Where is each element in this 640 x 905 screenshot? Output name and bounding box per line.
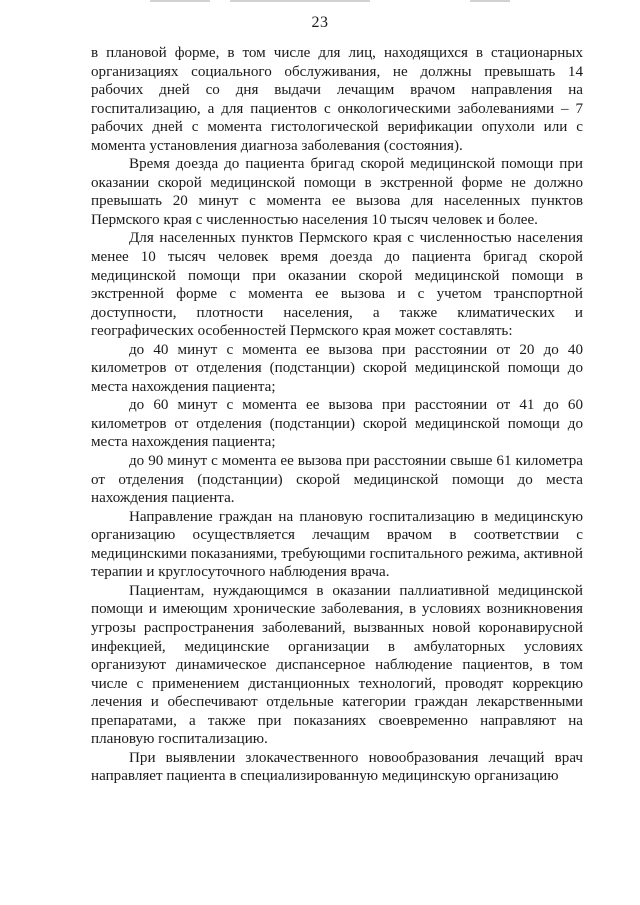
top-edge-mark-right [470,0,510,2]
paragraph-referral: Направление граждан на плановую госпитализацию в медицинскую организацию осуществляется лечащим врачом в соответствии с медицинскими показаниями, требующими госпитального режима, активной терапии и круглосуточного наблюдения врача. [91,508,583,581]
paragraph-small-settlements: Для населенных пунктов Пермского края с численностью населения менее 10 тысяч человек время доезда до пациента бригад скорой медицинской помощи при оказании скорой медицинской помощи в экстренной форме с момента ее вызова и с учетом транспортной доступности, плотности населения, а также климатических и географических особенностей Пермского края может составлять: [91,230,583,340]
paragraph-40-minutes: до 40 минут с момента ее вызова при расстоянии от 20 до 40 километров от отделения (подстанции) скорой медицинской помощи до места нахождения пациента; [91,341,583,395]
paragraph-malignant: При выявлении злокачественного новообразования лечащий врач направляет пациента в специализированную медицинскую организацию [91,749,583,785]
paragraph-palliative: Пациентам, нуждающимся в оказании паллиативной медицинской помощи и имеющим хронические заболевания, в условиях возникновения угрозы распространения заболеваний, вызванных новой коронавирусной инфекцией, медицинские организации в амбулаторных условиях организуют динамическое диспансерное наблюдение пациентов, в том числе с применением дистанционных технологий, проводят коррекцию лечения и обеспечивают отдельные категории граждан лекарственными препаратами, а также при показаниях своевременно направляют на плановую госпитализацию. [91,582,583,748]
top-edge-mark-center [230,0,370,2]
paragraph-60-minutes: до 60 минут с момента ее вызова при расстоянии от 41 до 60 километров от отделения (подстанции) скорой медицинской помощи до места нахождения пациента; [91,397,583,451]
document-body [91,44,583,786]
paragraph-90-minutes: до 90 минут с момента ее вызова при расстоянии свыше 61 километра от отделения (подстанции) скорой медицинской помощи до места нахождения пациента. [91,453,583,507]
page-number: 23 [311,14,329,31]
paragraph-ambulance-time: Время доезда до пациента бригад скорой медицинской помощи при оказании скорой медицинской помощи в экстренной форме не должно превышать 20 минут с момента ее вызова для населенных пунктов Пермского края с численностью населения 10 тысяч человек и более. [91,156,583,228]
paragraph-continuation: в плановой форме, в том числе для лиц, находящихся в стационарных организациях социального обслуживания, не должны превышать 14 рабочих дней со дня выдачи лечащим врачом направления на госпитализацию, а для пациентов с онкологическими заболеваниями – 7 рабочих дней с момента гистологической верификации опухоли или с момента установления диагноза заболевания (состояния). [91,45,583,154]
top-edge-mark-left [150,0,210,2]
